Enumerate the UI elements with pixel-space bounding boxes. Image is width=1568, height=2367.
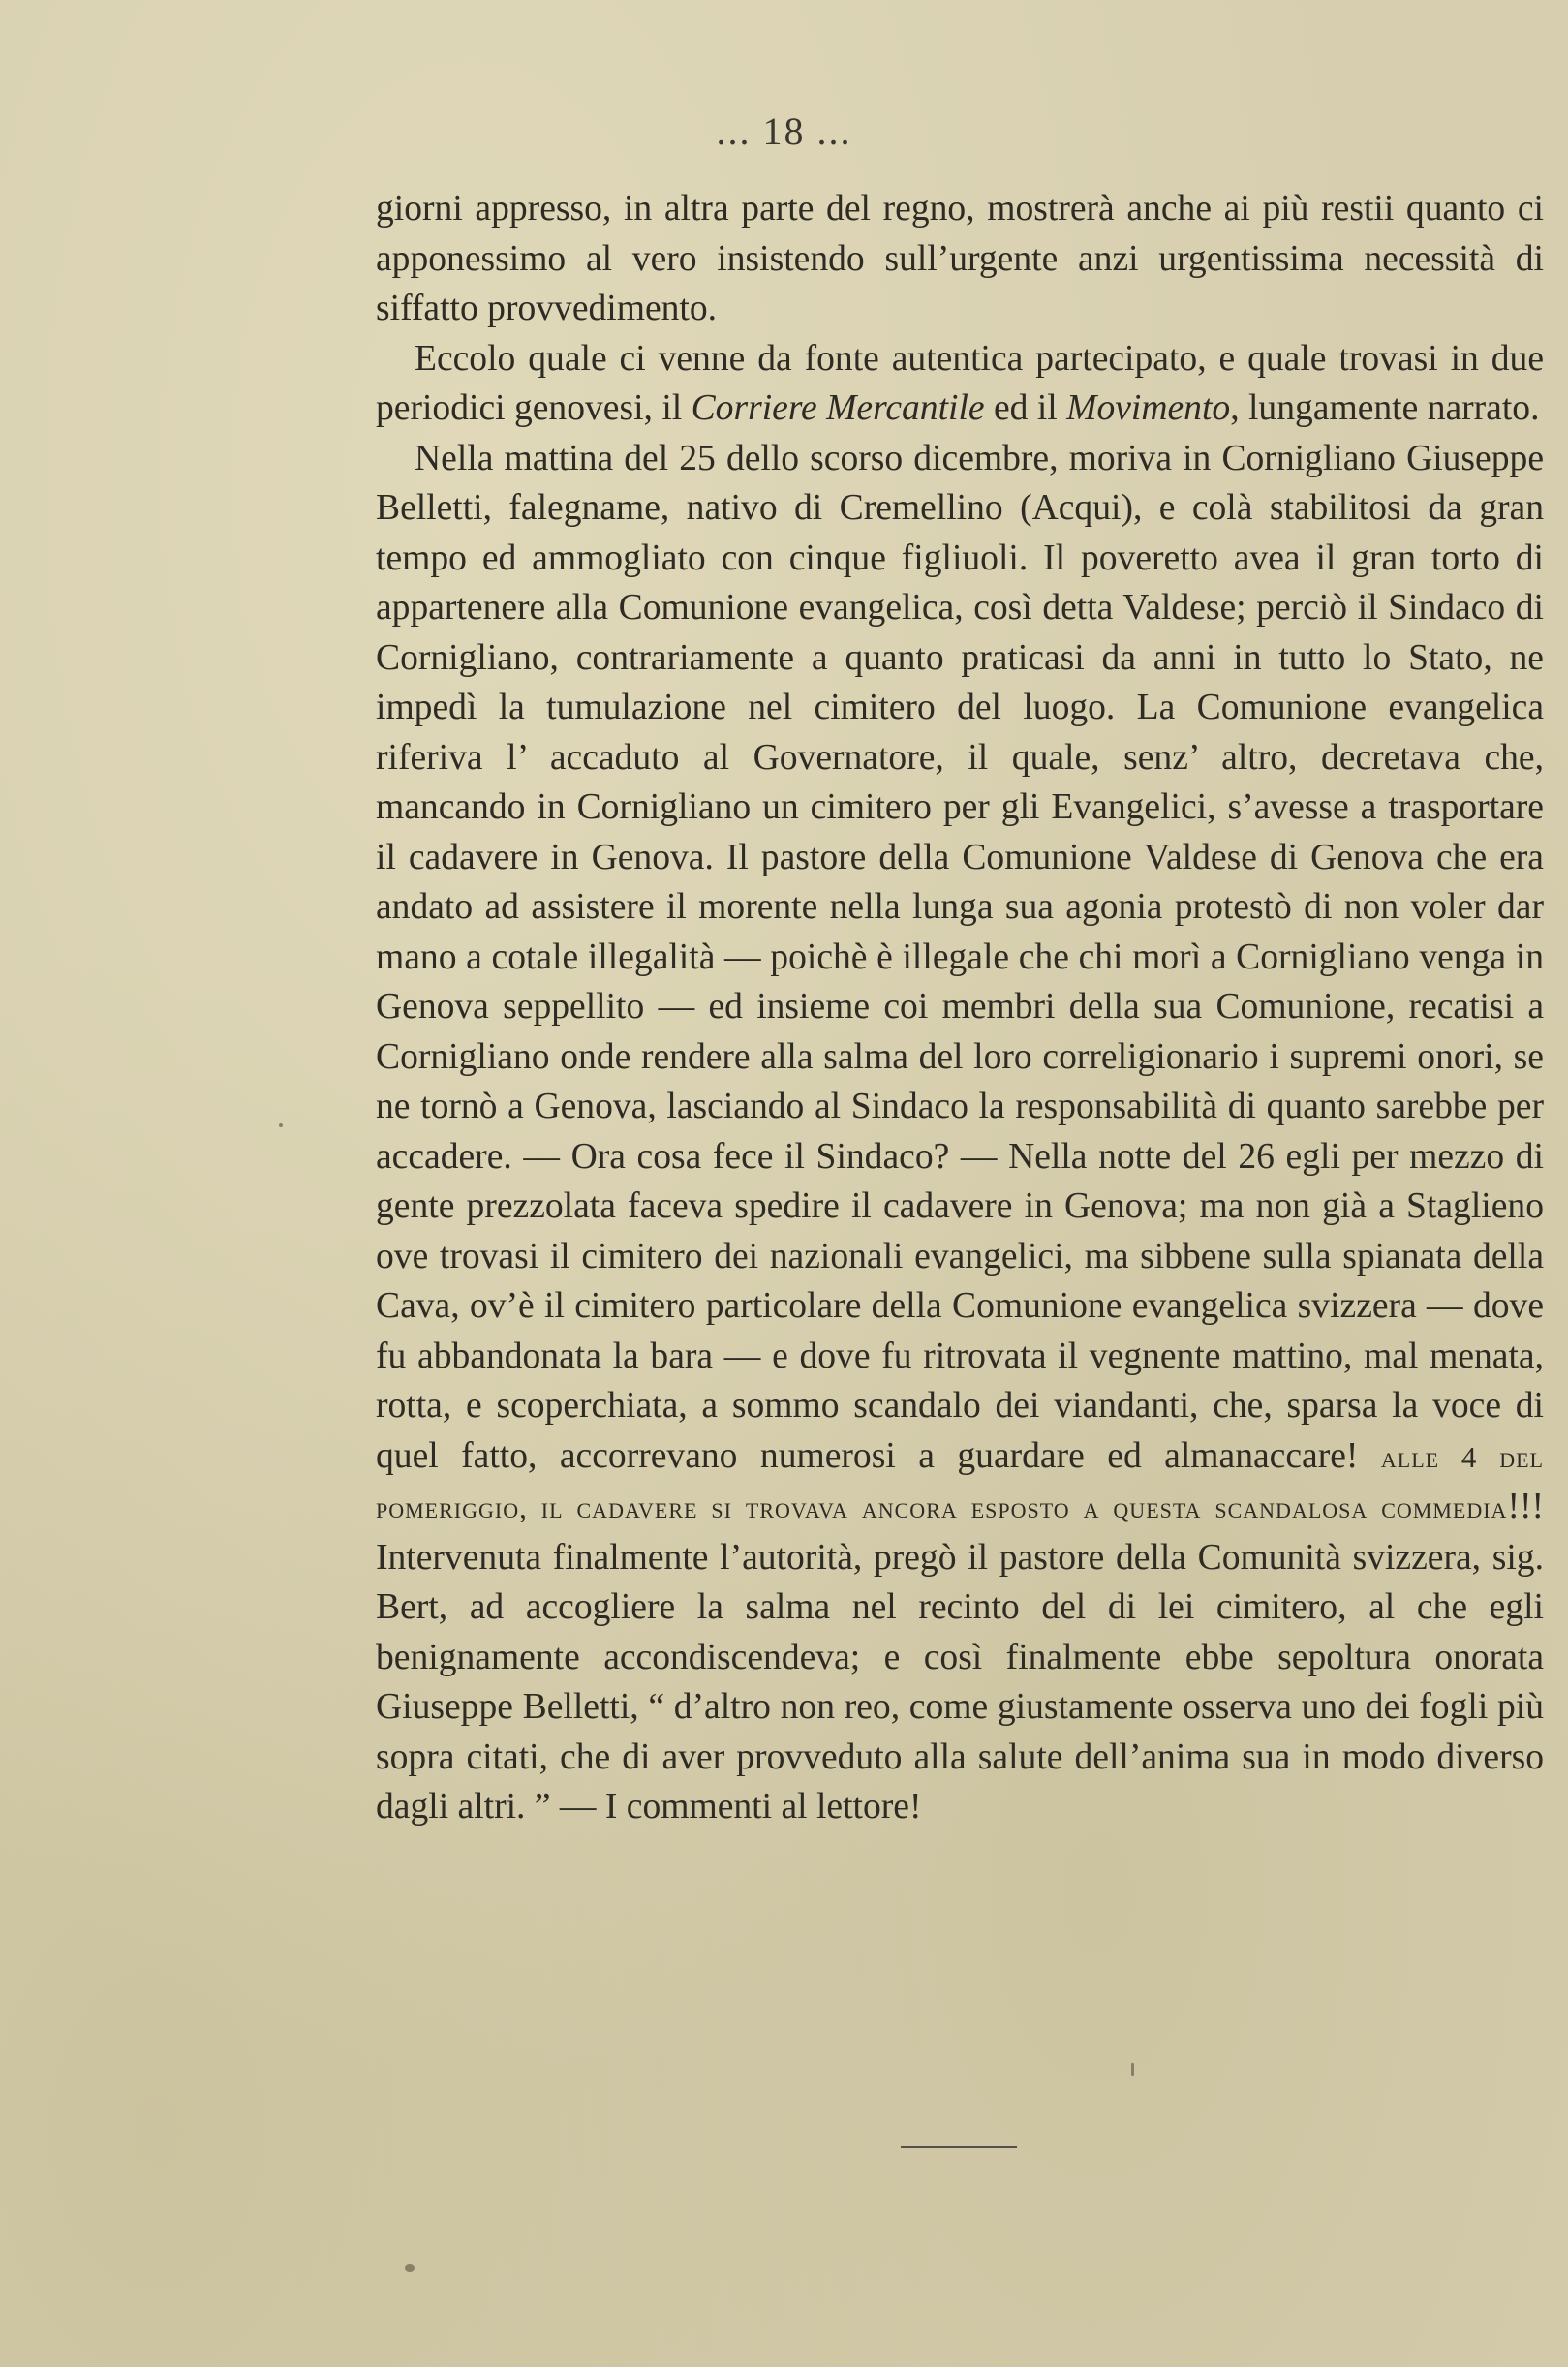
end-rule [901,2146,1017,2148]
text-run: ed il [984,388,1067,428]
paper-speck [1131,2063,1134,2076]
text-run: , lungamente narrato. [1230,388,1540,428]
text-run: Nella mattina del 25 dello scorso dicembre, moriva in Cornigliano Giuseppe Belletti, falegname, nativo di Cremellino (Acqui), e colà stabilitosi da gran tempo ed ammogliato con cinque figliuoli. Il poveretto avea il gran torto di appartenere alla Comunione evangelica, così detta Valdese; perciò il Sindaco di Cornigliano, contrariamente a quanto praticasi da anni in tutto lo Stato, ne impedì la tumulazione nel cimitero del luogo. La Comunione evangelica riferiva l’ accaduto al Governatore, il quale, senz’ altro, decretava che, mancando in Cornigliano un cimitero per gli Evangelici, s’avesse a trasportare il cadavere in Genova. Il pastore della Comunione Valdese di Genova che era andato ad assistere il morente nella lunga sua agonia protestò di non voler dar mano a cotale illegalità — poichè è illegale che chi morì a Cornigliano venga in Genova seppellito — ed insieme coi membri della sua Comunione, recatisi a Cornigliano onde rendere alla salma del loro correligionario i supremi onori, se ne tornò a Genova, lasciando al Sindaco la responsabilità di quanto sarebbe per accadere. — Ora cosa fece il Sindaco? — Nella notte del 26 egli per mezzo di gente prezzolata faceva spedire il cadavere in Genova; ma non già a Staglieno ove trovasi il cimitero dei nazionali evangelici, ma sibbene sulla spianata della Cava, ov’è il cimitero particolare della Comunione evangelica svizzera — dove fu abbandonata la bara — e dove fu ritrovata il vegnente mattino, mal menata, rotta, e scoperchiata, a sommo scandalo dei viandanti, che, sparsa la voce di quel fatto, accorrevano numerosi a guardare ed almanaccare! [376,438,1544,1476]
small-caps-emphasis: alle 4 del pomeriggio, il cadavere si trovava ancora esposto a questa scandalosa commedia [376,1439,1544,1524]
periodical-title: Corriere Mercantile [691,388,985,428]
page-number: ... 18 ... [716,109,852,153]
text-run: !!! Intervenuta finalmente l’autorità, pregò il pastore della Comunità svizzera, sig. Bert, ad accogliere la salma nel recinto del di lei cimitero, al che egli benignamente accondiscendeva; e così finalmente ebbe sepoltura onorata Giuseppe Belletti, “ d’altro non reo, come giustamente osserva uno dei fogli più sopra citati, che di aver provveduto alla salute dell’anima sua in modo diverso dagli altri. ” — I commenti al lettore! [376,1487,1544,1827]
text-run: Eccolo quale ci venne da fonte autentica partecipato, e quale trovasi in due periodici genovesi, il [376,338,1544,428]
paragraph [376,334,1544,434]
paper-speck [405,2264,415,2272]
paper-speck [279,1123,283,1127]
paragraph [376,184,1544,334]
paragraph [376,434,1544,1832]
body-text [376,184,1544,1832]
periodical-title: Movimento [1066,388,1231,428]
text-run: giorni appresso, in altra parte del regno, mostrerà anche ai più restii quanto ci apponessimo al vero insistendo sull’urgente anzi urgentissima necessità di siffatto provvedimento. [376,189,1544,328]
